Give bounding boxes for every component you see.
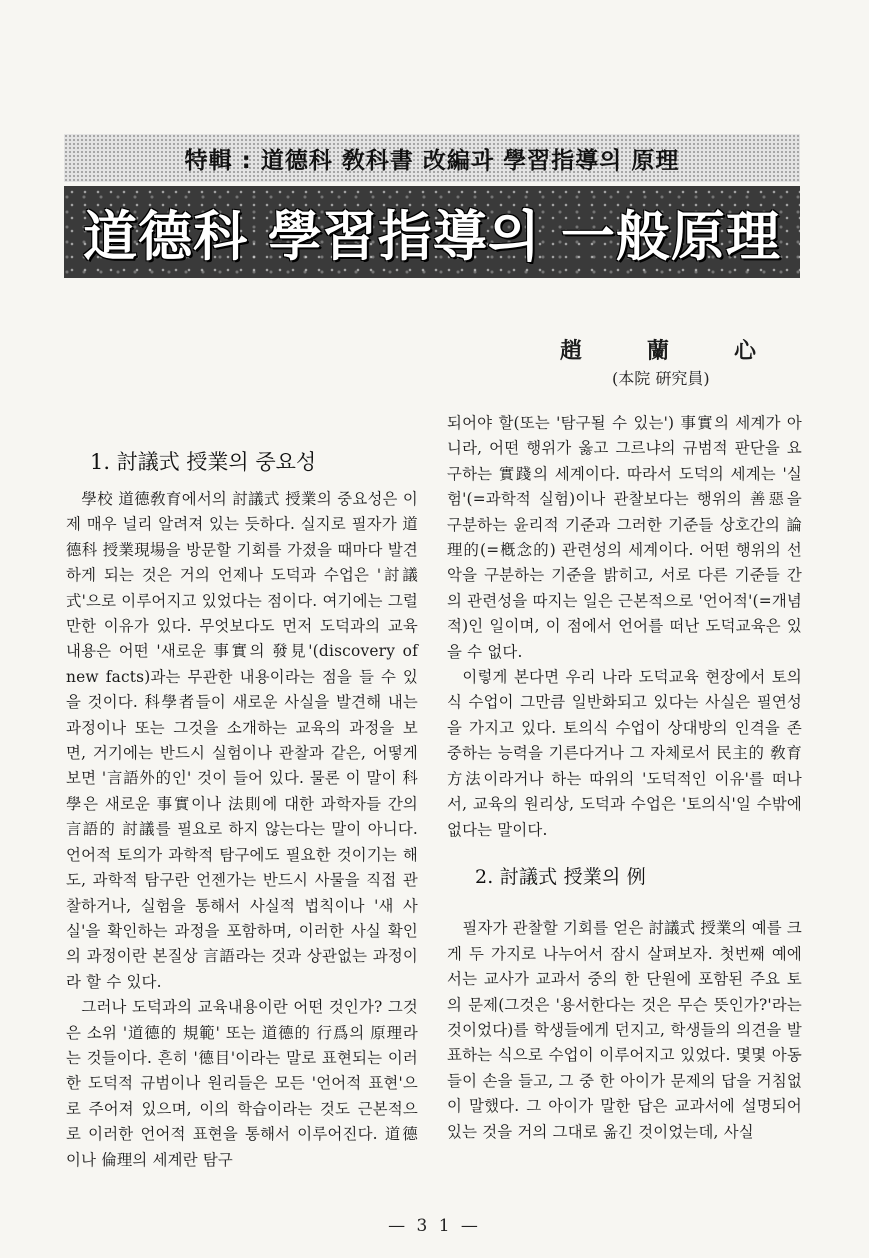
- author-name-char: 蘭: [646, 338, 673, 364]
- author-name-char: 心: [733, 338, 760, 364]
- section-1-heading: 1. 討議式 授業의 중요성: [90, 450, 317, 474]
- article-title: 道德科 學習指導의 一般原理: [83, 204, 781, 268]
- paragraph: 필자가 관찰할 기회를 얻은 討議式 授業의 예를 크게 두 가지로 나누어서 잠시 살펴보자. 첫번째 예에서는 교사가 교과서 중의 한 단원에 포함된 주요 토의 문제(그것은 '용서한다는 것은 무슨 뜻인가?'라는 것이었다)를 학생들에게 던지고, 학생들의 의견을 발표하는 식으로 수업이 이루어지고 있었다. 몇몇 아동들이 손을 들고, 그 중 한 아이가 문제의 답을 거침없이 말했다. 그 아이가 말한 답은 교과서에 설명되어 있는 것을 거의 그대로 옮긴 것이었는데, 사실: [447, 919, 802, 1141]
- special-issue-banner: [64, 134, 800, 182]
- right-column: [447, 411, 802, 1145]
- paragraph: 이렇게 본다면 우리 나라 도덕교육 현장에서 토의식 수업이 그만큼 일반화되고 있다는 사실은 필연성을 가지고 있다. 토의식 수업이 상대방의 인격을 존중하는 능력을 기른다거나 그 자체로서 民主的 敎育方法이라거나 하는 따위의 '도덕적인 이유'를 떠나서, 교육의 원리상, 도덕과 수업은 '토의식'일 수밖에 없다는 말이다.: [447, 668, 802, 839]
- page-number: — 3 1 —: [388, 1216, 481, 1236]
- left-column: [66, 487, 418, 1173]
- author-name-char: 趙: [560, 338, 587, 364]
- paragraph: 그러나 도덕과의 교육내용이란 어떤 것인가? 그것은 소위 '道德的 規範' 또는 道德的 行爲의 原理라는 것들이다. 흔히 '德目'이라는 말로 표현되는 이러한 도덕적 규범이나 원리들은 모든 '언어적 표현'으로 주어져 있으며, 이의 학습이라는 것도 근본적으로 이러한 언어적 표현을 통해서 이루어진다. 道德이나 倫理의 세계란 탐구: [66, 998, 418, 1169]
- author-name: [560, 334, 760, 365]
- paragraph: 되어야 할(또는 '탐구될 수 있는') 事實의 세계가 아니라, 어떤 행위가 옳고 그르냐의 규범적 판단을 요구하는 實踐의 세계이다. 따라서 도덕의 세계는 '실험'(=과학적 실험)이나 관찰보다는 행위의 善惡을 구분하는 윤리적 기준과 그러한 기준들 상호간의 論理的(=槪念的) 관련성의 세계이다. 어떤 행위의 선악을 구분하는 기준을 밝히고, 서로 다른 기준들 간의 관련성을 따지는 일은 근본적으로 '언어적'(=개념적)인 일이며, 이 점에서 언어를 떠난 도덕교육은 있을 수 없다.: [447, 414, 802, 661]
- special-issue-label: 特輯 : 道德科 敎科書 改編과 學習指導의 原理: [184, 147, 680, 174]
- title-banner: [64, 186, 800, 278]
- paragraph: 學校 道德敎育에서의 討議式 授業의 중요성은 이제 매우 널리 알려져 있는 듯하다. 실지로 필자가 道德科 授業現場을 방문할 기회를 가졌을 때마다 발견하게 되는 것은 거의 언제나 도덕과 수업은 '討議式'으로 이루어지고 있었다는 점이다. 여기에는 그럴 만한 이유가 있다. 무엇보다도 먼저 도덕과의 교육내용은 어떤 '새로운 事實의 發見'(discovery of new facts)과는 무관한 내용이라는 점을 들 수 있을 것이다. 科學者들이 새로운 사실을 발견해 내는 과정이나 또는 그것을 소개하는 교육의 과정을 보면, 거기에는 반드시 실험이나 관찰과 같은, 어떻게 보면 '言語外的인' 것이 들어 있다. 물론 이 말이 科學은 새로운 事實이나 法則에 대한 과학자들 간의 言語的 討議를 필요로 하지 않는다는 말이 아니다. 언어적 토의가 과학적 탐구에도 필요한 것이기는 해도, 과학적 탐구란 언젠가는 반드시 사물을 직접 관찰하거나, 실험을 통해서 사실적 법칙이나 '새 사실'을 확인하는 과정을 포함하며, 이러한 사실 확인의 과정이란 본질상 言語라는 것과 상관없는 과정이라 할 수 있다.: [66, 490, 418, 991]
- author-affiliation: (本院 硏究員): [612, 369, 710, 388]
- section-2-heading: 2. 討議式 授業의 例: [475, 865, 647, 888]
